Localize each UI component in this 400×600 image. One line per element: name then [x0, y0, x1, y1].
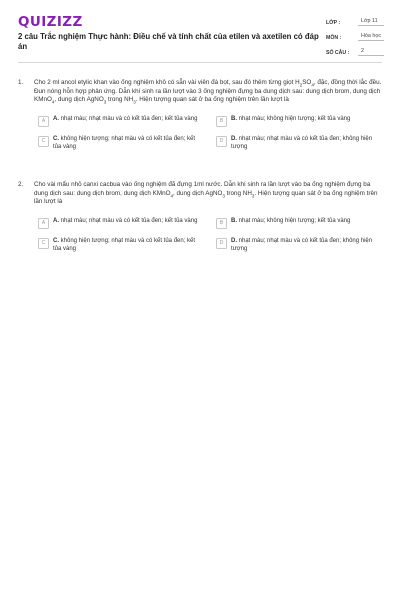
meta-row-grade — [326, 14, 384, 26]
option-text: D. nhạt màu; nhạt màu và có kết tủa đen; không hiện tượng — [231, 237, 373, 252]
meta-value: Lớp 11 — [358, 18, 384, 26]
option-text: B. nhạt màu; không hiện tượng; kết tủa vàng — [231, 115, 351, 122]
option-text: C. không hiện tượng; nhạt màu và có kết tủa đen; kết tủa vàng — [53, 135, 196, 150]
meta-value: Hóa học — [358, 33, 384, 41]
meta-label: MÔN : — [326, 35, 342, 41]
option-b[interactable] — [216, 115, 386, 127]
option-b[interactable] — [216, 217, 386, 229]
option-text: D. nhạt màu; nhạt màu và có kết tủa đen; không hiện tượng — [231, 135, 373, 150]
option-checkbox[interactable]: A — [38, 116, 49, 127]
quizizz-logo: QUIZIZZ — [18, 14, 83, 30]
option-a[interactable] — [38, 217, 216, 229]
option-checkbox[interactable]: A — [38, 218, 49, 229]
question-2 — [18, 181, 382, 253]
option-text: B. nhạt màu; không hiện tượng; kết tủa vàng — [231, 217, 351, 224]
meta-panel — [326, 14, 384, 59]
meta-label: LỚP : — [326, 20, 341, 26]
question-number: 1. — [18, 79, 24, 86]
option-checkbox[interactable]: D — [216, 136, 227, 147]
option-c[interactable] — [38, 135, 216, 151]
answer-options — [38, 115, 382, 151]
page-title: 2 câu Trắc nghiệm Thực hành: Điều chế và tính chất của etilen và axetilen có đáp án — [18, 32, 319, 51]
meta-row-subject — [326, 29, 384, 41]
option-d[interactable] — [216, 237, 386, 253]
option-checkbox[interactable]: B — [216, 116, 227, 127]
meta-label: SỐ CÂU : — [326, 50, 350, 56]
option-checkbox[interactable]: D — [216, 238, 227, 249]
option-checkbox[interactable]: C — [38, 238, 49, 249]
answer-options — [38, 217, 382, 253]
meta-value: 2 — [358, 48, 384, 56]
meta-row-count — [326, 44, 384, 56]
option-d[interactable] — [216, 135, 386, 151]
option-text: C. không hiện tượng; nhạt màu và có kết tủa đen; kết tủa vàng — [53, 237, 196, 252]
option-text: A. nhạt màu; nhạt màu và có kết tủa đen; kết tủa vàng — [53, 217, 198, 224]
option-a[interactable] — [38, 115, 216, 127]
header-divider — [18, 62, 382, 63]
option-checkbox[interactable]: C — [38, 136, 49, 147]
option-c[interactable] — [38, 237, 216, 253]
option-checkbox[interactable]: B — [216, 218, 227, 229]
option-text: A. nhạt màu; nhạt màu và có kết tủa đen; kết tủa vàng — [53, 115, 198, 122]
question-number: 2. — [18, 181, 24, 188]
question-text: Cho vài mẩu nhỏ canxi cacbua vào ống nghiệm đã đựng 1ml nước. Dẫn khí sinh ra lần lượt vào ba ống nghiệm đựng ba dung dịch sau: dung dịch brom, dung dịch KMnO$_4$, dung dịch AgNO$_3$ trong $NH_3$. Hiện tượng quan sát ở ba ống nghiệm trên lần lượt là — [34, 181, 378, 206]
question-text: Cho 2 ml ancol etylic khan vào ống nghiệm khô có sẵn vài viên đá bọt, sau đó thêm từng giọt $H_2SO_4$, đặc, đồng thời lắc đều. Đun nóng hỗn hợp phản ứng. Dẫn khí sinh ra lần lượt vào 3 ống nghiệm đựng ba dung dịch sau: dung dịch brom, dung dịch KMnO$_4$, dung dịch AgNO$_3$ trong $NH_3$. Hiện tượng quan sát ở ba ống nghiệm trên lần lượt là — [34, 79, 382, 105]
question-1 — [18, 79, 382, 151]
